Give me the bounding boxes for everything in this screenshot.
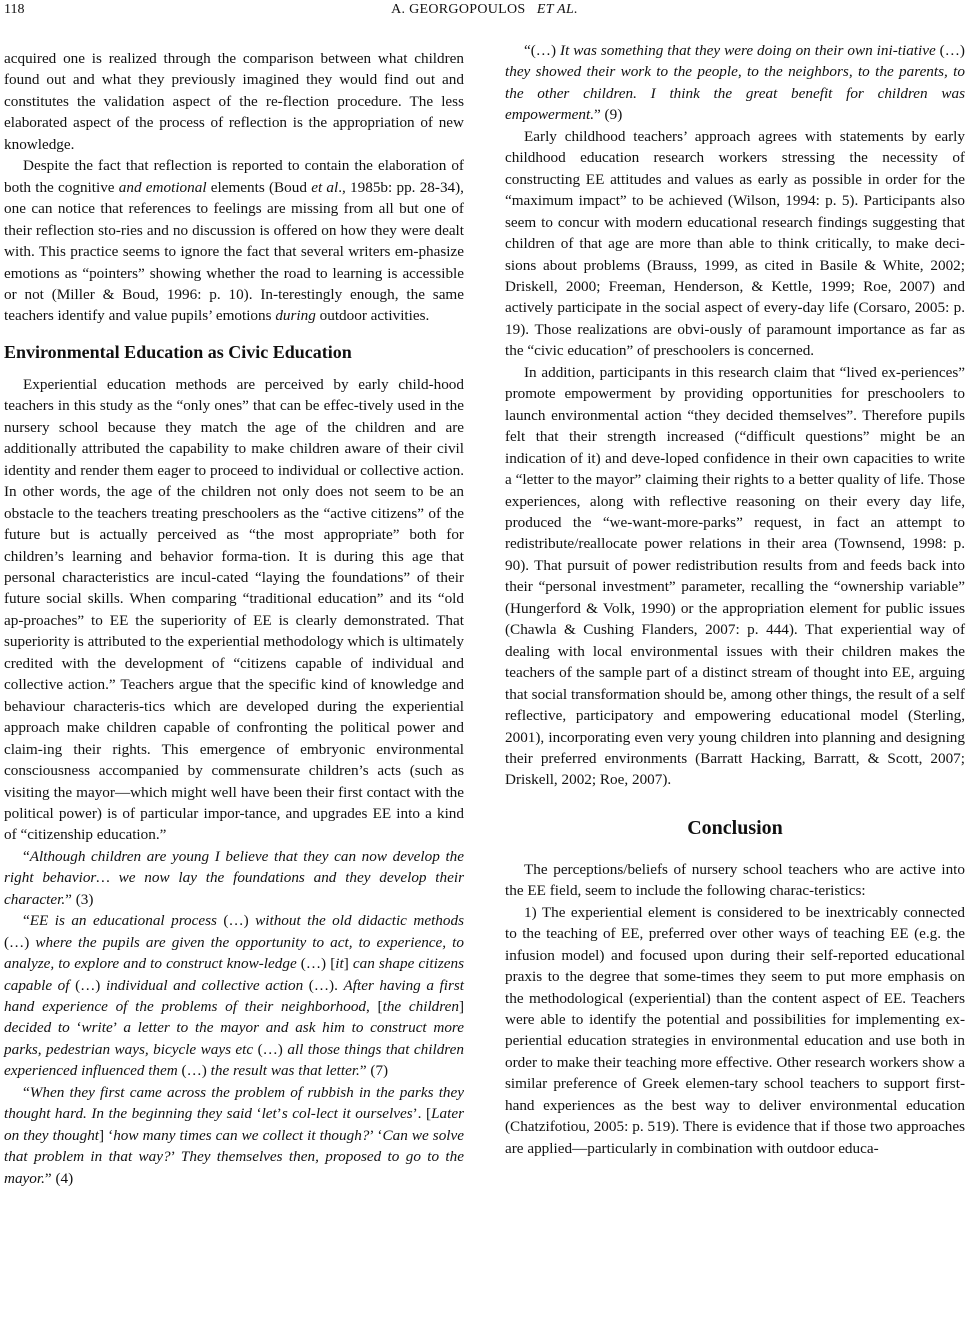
text-run: how many times can we collect it though? [113, 1126, 370, 1144]
paragraph: In addition, participants in this research claim that “lived ex-periences” promote empowerment by providing opportunities for preschoolers to launch environmental action “they decided themselves”. Therefore pupils felt that their strength increased (“difficult questions” might be an indication of it) and deve-loped confidence in their own capacities to write a “letter to the mayor” claiming their rights to a better quality of life. Those experiences, along with reflective reasoning on their every day life, produced the “we-want-more-parks” request, in fact an attempt to redistribute/reallocate power relations in their area (Townsend, 1998: p. 90). That pursuit of power redistribution results from and feeds back into their “personal investment” parameter, recalling the “ownership variable” (Hungerford & Volk, 1990) or the appropriation element for public issues (Chawla & Cushing Flanders, 2007: p. 444). That experiential way of dealing with local environmental issues with their children makes the teachers of the sample part of a distinct stream of thought into EE, arguing that social transformation should be, among other things, the result of a self reflective, participatory and empowering educational model (Sterling, 2001), incorporating even very young children into planning and designing their preferred environments (Barratt Hacking, Barratt, & Scott, 2007; Driskell, 2002; Roe, 2007). [505, 363, 965, 789]
text-run: where the pupils are given the opportunity to act, to experience, to analyze, to explore and to construct know-ledge [4, 933, 464, 973]
text-run: Despite the fact that reflection is reported to contain the elaboration of both the cognitive [4, 157, 464, 196]
emphasis: et al [311, 178, 339, 196]
text-run: ‘ [69, 1019, 82, 1037]
interview-quote [505, 40, 965, 126]
text-run: ’ [112, 1019, 124, 1037]
text-run: outdoor activities. [315, 307, 430, 325]
text-run: individual and collective action [105, 976, 304, 994]
text-run: (…) [935, 42, 965, 59]
text-run: It was something that they were doing on their own ini-tiative [560, 42, 936, 59]
text-run: “(…) [524, 42, 561, 59]
text-run: ., 1985b: pp. 28-34), one can notice that references to feelings are missing from all but one of their reflection sto-ries and no discussion is offered on how they were dealt with. This practice seems to ignore the fact that several writers em-phasize emotions as “pointers” showing whether the road to learning is accessible or not (Miller & Boud, 1996: p. 10). In-terestingly enough, the same teachers identify and value pupils’ emotions [4, 178, 464, 325]
text-run: ] ‘ [99, 1126, 114, 1144]
text-run: without the old didactic methods [255, 912, 464, 930]
paragraph: acquired one is realized through the comparison between what children found out and what they previously imagined they would find out and constitutes the validation aspect of the re-flection procedure. The less elaborated aspect of the process of reflection is the appropriation of new knowledge. [4, 50, 464, 153]
text-run: (…) [216, 912, 256, 930]
page-number: 118 [4, 2, 25, 17]
emphasis: and emotional [118, 178, 207, 196]
text-run: (…) [253, 1040, 288, 1058]
quote-ref: ” (3) [65, 890, 94, 908]
text-run: write [81, 1019, 113, 1037]
text-run: ’ [276, 1105, 282, 1123]
text-run: ’. [ [412, 1105, 432, 1123]
quote-ref: ” (4) [44, 1169, 74, 1187]
text-run: ] [343, 955, 353, 973]
text-run: “ [23, 912, 30, 930]
text-run: ] [458, 998, 465, 1016]
running-head-et-al: ET AL. [536, 2, 578, 17]
text-run: ’ ‘ [369, 1126, 383, 1144]
text-run: Later on they thought [4, 1105, 464, 1144]
text-run: can shape citizens capable of [4, 955, 464, 994]
paragraph: 1) The experiential element is considered to be inextricably connected to the teaching of EE, preferred over other ways of teaching EE (e.g. the infusion model) and focused upon during their self-reported educational praxis to the degree that some-times they seem to put more emphasis on the methodological (experiential) than the content aspect of EE. Teachers were able to identify the potential and possibilities for implementing ex-periential education strategies in environmental education and use both in order to make their teaching more effective. Other research workers show a similar preference of Greek elemen-tary school teachers to support first-hand experiences as the best way to deliver environmental education (Chatzifotiou, 2005: p. 519). There is evidence that if those two approaches are applied—particularly in combination with outdoor educa- [505, 903, 965, 1157]
running-head-author: A. GEORGOPOULOS [391, 2, 526, 17]
text-run: ‘ [252, 1105, 262, 1123]
text-run: let [261, 1105, 277, 1123]
interview-quote [4, 910, 464, 1082]
quote-ref: ” (7) [359, 1062, 389, 1080]
conclusion-heading: Conclusion [687, 816, 783, 839]
emphasis: during [275, 307, 316, 325]
text-run: EE is an educational process [29, 912, 217, 930]
left-column [4, 48, 464, 1189]
text-run: “ [23, 1083, 30, 1101]
text-run: Although children are young I believe that they can now develop the right behavior… we now lay the foundations and they develop their character. [4, 847, 464, 908]
paragraph: Experiential education methods are perceived by early child-hood teachers in this study as the “only ones” that can be effec-tively used in the nursery school because they match the age of the children and are additionally attributed the capability to make children aware of their civil identity and render them eager to proceed to individual or collective action. In other words, the age of the children not only does not seem to be an obstacle to the teachers treating preschoolers as the “active citizens” of the future but is actually perceived as “the most appropriate” both for children’s learning and behavior forma-tion. It is during this age that personal characteristics are incul-cated “laying the foundations” of their future social skills. When comparing “traditional education” and its “old ap-proaches” to EE the superiority of EE is clearly demonstrated. That superiority is attributed to the experiential methodology which is ultimately credited with the development of “citizens capable of individual and collective action.” Teachers argue that the specific kind of knowledge and behaviour characteris-tics which are developed during the experiential approach make children capable of confronting the political power and claim-ing their rights. This emergence of embryonic environmental consciousness accompanied by commensurate children’s acts (such as visiting the mayor—which might well have been their first contact with the political power) is of particular impor-tance, and upgrades EE into a kind of “citizenship education.” [4, 375, 464, 844]
text-run: all those things that children experienced influenced them [4, 1040, 464, 1080]
text-run: , [ [366, 998, 383, 1016]
text-run: They themselves then, proposed to go to the mayor. [4, 1148, 464, 1187]
paragraph: The perceptions/beliefs of nursery school teachers who are active into the EE field, seem to include the following charac-teristics: [505, 860, 965, 900]
paragraph [4, 155, 464, 327]
text-run: they showed their work to the people, to the neighbors, to the parents, to the other children. I think the great benefit for children was empowerment. [505, 63, 965, 124]
running-head [0, 0, 969, 20]
text-run: the result was that letter. [210, 1062, 360, 1080]
text-run: decided to [4, 1019, 70, 1037]
text-run: a letter to the mayor and ask him to construct more parks, pedestrian ways, bicycle ways etc [4, 1019, 464, 1058]
text-run: (…) [69, 976, 106, 994]
text-run: When they first came across the problem of rubbish in the parks they thought hard. In the beginning they said [4, 1083, 464, 1123]
text-run: (…) [ [296, 955, 336, 973]
section-heading: Environmental Education as Civic Education [4, 341, 352, 362]
paragraph: Early childhood teachers’ approach agrees with statements by early childhood education research workers stressing the necessity of constructing EE attitudes and values as early as possible in order for the “maximum impact” to be achieved (Wilson, 1994: p. 5). Participants also seem to concur with modern educational research findings suggesting that children of that age are more than able to think critically, to make deci-sions about problems (Brauss, 1999, as cited in Basile & White, 2002; Driskell, 2000; Freeman, Henderson, & Kettle, 1999; Roe, 2007) and actively participate in the social aspect of every-day life (Corsaro, 2005: p. 19). Those realizations are obvi-ously of paramount importance as far as the “civic education” of preschoolers is concerned. [505, 127, 965, 360]
text-run: it [335, 955, 344, 973]
text-run: (…) [177, 1062, 211, 1080]
text-run: “ [23, 847, 30, 865]
text-run: elements (Boud [206, 178, 312, 196]
text-run: (…) [4, 933, 36, 951]
text-run: ’ [170, 1148, 181, 1166]
interview-quote [4, 1082, 464, 1189]
page-header [0, 0, 969, 20]
text-run: s col-lect it ourselves [281, 1105, 413, 1123]
text-run: Can we solve that problem in that way? [4, 1126, 464, 1166]
text-run: After having a first hand experience of the problems of their neighborhood [4, 976, 465, 1016]
text-run: (…). [303, 976, 344, 994]
quote-ref: ” (9) [594, 106, 623, 124]
right-column [505, 40, 965, 1159]
interview-quote [4, 846, 464, 910]
text-run: the children [382, 998, 459, 1016]
